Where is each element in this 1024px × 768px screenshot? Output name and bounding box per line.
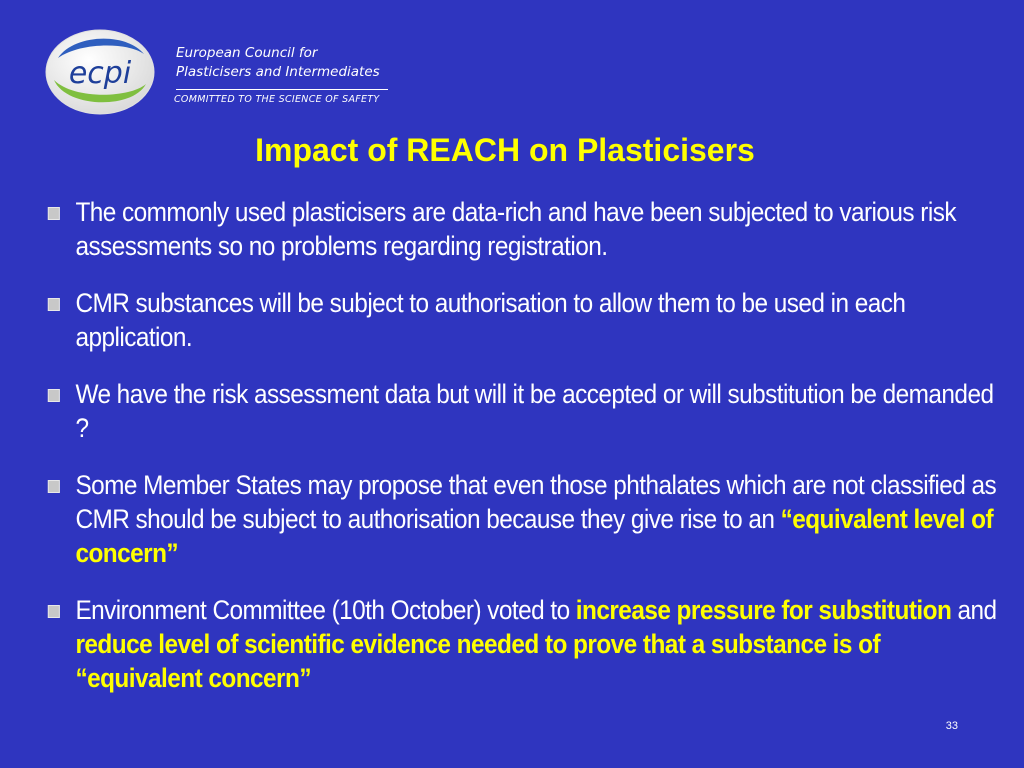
highlighted-text: increase pressure for substitution [575, 595, 952, 625]
square-bullet-icon [48, 605, 60, 618]
square-bullet-icon [48, 389, 60, 402]
highlighted-text: reduce level of scientific evidence needed to prove that a substance is of “equivalent concern” [75, 629, 881, 693]
org-name-line-1: European Council for [176, 45, 318, 61]
ecpi-logo [44, 28, 156, 116]
bullet-text: CMR substances will be subject to authorisation to allow them to be used in each application. [75, 288, 906, 352]
tagline: COMMITTED TO THE SCIENCE OF SAFETY [174, 94, 380, 105]
bullet-text: The commonly used plasticisers are data-rich and have been subjected to various risk assessments so no problems regarding registration. [75, 197, 956, 261]
bullet-list [46, 195, 996, 718]
organisation-name [176, 44, 406, 82]
bullet-item [46, 195, 1005, 263]
header-divider [176, 89, 388, 90]
bullet-text: We have the risk assessment data but will it be accepted or will substitution be demanded ? [75, 379, 994, 443]
bullet-text: Environment Committee (10th October) voted to [75, 595, 576, 625]
square-bullet-icon [48, 298, 60, 311]
square-bullet-icon [48, 207, 60, 220]
slide-title: Impact of REACH on Plasticisers [255, 132, 755, 168]
logo-text: ecpi [68, 56, 132, 91]
highlighted-text: “equivalent level of concern” [75, 504, 994, 568]
bullet-item [46, 593, 1005, 695]
square-bullet-icon [48, 480, 60, 493]
bullet-item [46, 286, 1005, 354]
bullet-item [46, 377, 1005, 445]
bullet-item [46, 468, 1005, 570]
org-name-line-2: Plasticisers and Intermediates [176, 64, 380, 80]
bullet-text: Some Member States may propose that even those phthalates which are not classified as CMR should be subject to authorisation because they give rise to an [75, 470, 997, 534]
page-number: 33 [945, 720, 958, 732]
bullet-text: and [951, 595, 997, 625]
